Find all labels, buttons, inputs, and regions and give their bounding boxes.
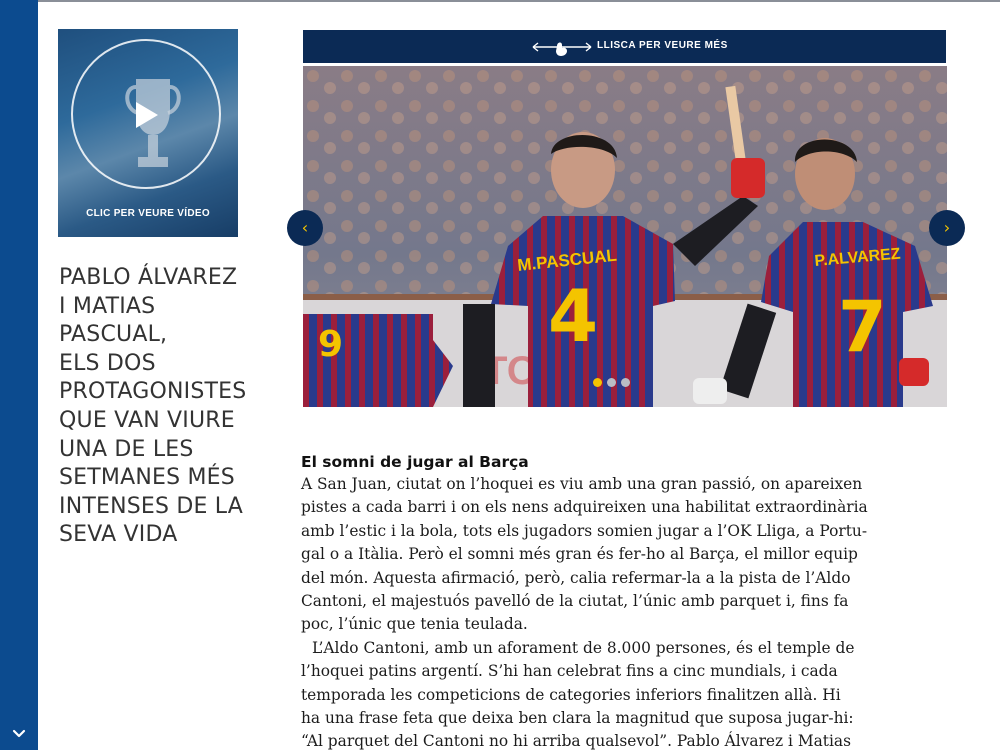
chevron-left-icon[interactable]: ‹ (301, 218, 309, 237)
article-line: A San Juan, ciutat on l’hoquei es viu amb una gran passió, on apareixen (301, 475, 863, 493)
article-line: l’hoquei patins argentí. S’hi han celebrat fins a cinc mundials, i cada (301, 662, 838, 681)
top-divider (0, 0, 1000, 2)
video-thumbnail[interactable] (58, 29, 238, 237)
quote-line: PROTAGONISTES (59, 379, 247, 405)
players-photo (303, 66, 947, 407)
article-line: pistes a cada barri i on els nens adquireixen una habilitat extraordinària (301, 498, 868, 517)
quote-line: PABLO ÁLVAREZ (59, 265, 238, 290)
article-line: amb l’estic i la bola, tots els jugadors somien jugar a l’OK Lliga, a Portu- (301, 521, 868, 540)
article-line: L’Aldo Cantoni, amb un aforament de 8.000 persones, és el temple de (312, 638, 855, 657)
gallery-photo[interactable] (303, 66, 947, 407)
pagination-dot[interactable] (607, 378, 616, 387)
quote-line: I MATIAS (59, 293, 156, 319)
quote-line: ELS DOS (59, 350, 156, 376)
article-heading: El somni de jugar al Barça (301, 453, 529, 471)
pagination-dot[interactable] (621, 378, 630, 387)
article-line: ha una frase feta que deixa ben clara la magnitud que suposa jugar-hi: (301, 709, 854, 728)
player-right-name: P.ALVAREZ (813, 245, 902, 270)
quote-line: INTENSES DE LA (59, 493, 244, 519)
play-icon[interactable] (136, 102, 158, 128)
gallery-prev-button[interactable] (287, 210, 323, 246)
quote-line: SEVA VIDA (59, 522, 178, 548)
swipe-label: LLISCA PER VEURE MÉS (597, 40, 728, 51)
side-quote (59, 264, 259, 550)
article-line: temporada les competicions de categories inferiors finalitzen allà. Hi (301, 685, 841, 704)
swipe-hand-icon (531, 38, 593, 56)
gallery-header (303, 30, 946, 63)
player-left-number: 4 (548, 274, 599, 358)
article-line: poc, l’únic que tenia teulada. (301, 615, 528, 634)
article-line: Cantoni, el majestuós pavelló de la ciutat, l’únic amb parquet i, fins fa (301, 592, 849, 611)
pagination-dot[interactable] (593, 378, 602, 387)
video-label[interactable]: CLIC PER VEURE VÍDEO (86, 208, 210, 219)
quote-line: QUE VAN VIURE (59, 407, 235, 433)
quote-line: SETMANES MÉS (59, 465, 235, 491)
article-body (301, 451, 921, 754)
player-back-number: 9 (318, 324, 344, 365)
chevron-right-icon[interactable]: › (943, 218, 951, 237)
gallery-next-button[interactable] (929, 210, 965, 246)
article-line: del món. Aquesta afirmació, però, calia refermar-la a la pista de l’Aldo (301, 568, 851, 587)
player-left-name: M.PASCUAL (516, 245, 618, 275)
sidebar-strip (0, 0, 38, 750)
quote-line: UNA DE LES (59, 436, 194, 462)
article-line: gal o a Itàlia. Però el somni més gran és fer-ho al Barça, el millor equip (301, 545, 858, 564)
player-right-number: 7 (838, 286, 887, 368)
article-line: “Al parquet del Cantoni no hi arriba qualsevol”. Pablo Álvarez i Matias (301, 732, 851, 751)
chevron-down-icon[interactable] (9, 724, 29, 744)
quote-line: PASCUAL, (59, 322, 168, 348)
